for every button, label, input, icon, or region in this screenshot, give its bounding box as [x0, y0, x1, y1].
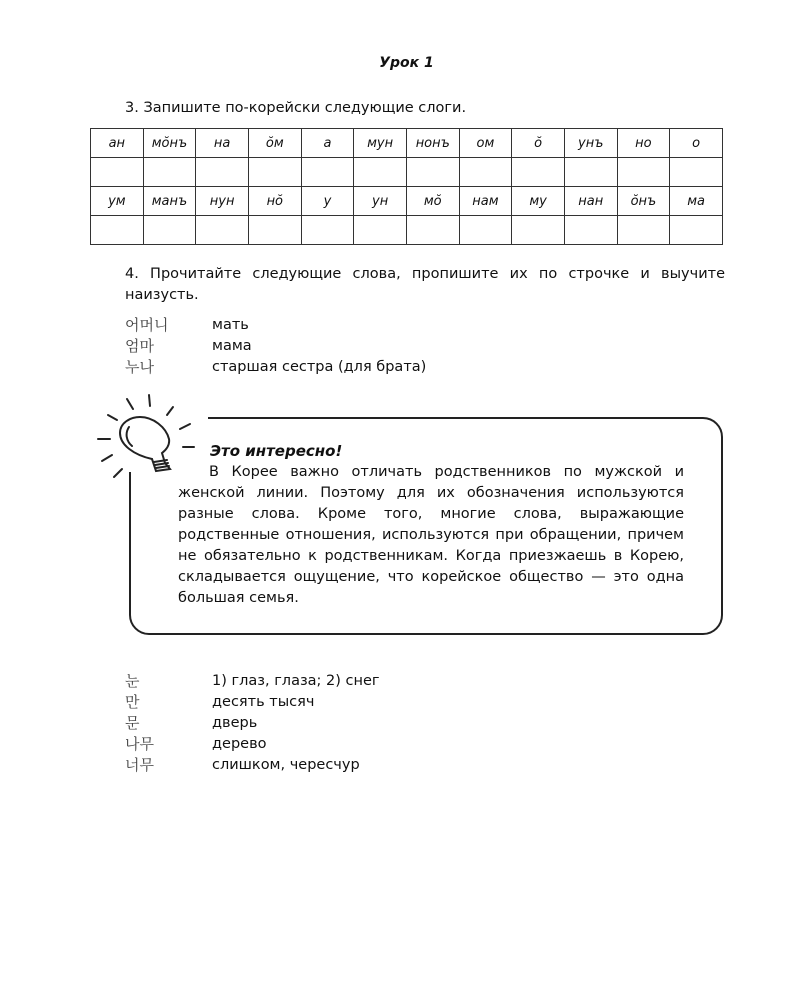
answer-cell: [196, 216, 249, 245]
answer-cell: [512, 158, 565, 187]
syllable-cell: мŏнъ: [143, 129, 196, 158]
syllable-cell: нам: [459, 187, 512, 216]
korean-word: 나무: [125, 735, 154, 753]
answer-cell: [670, 216, 723, 245]
answer-cell: [406, 158, 459, 187]
task4-instruction: 4. Прочитайте следующие слова, пропишите их по строчке и выучите наизусть.: [125, 266, 725, 303]
answer-cell: [512, 216, 565, 245]
answer-cell: [564, 158, 617, 187]
syllable-cell: мŏ: [406, 187, 459, 216]
info-box-body: В Корее важно отличать родственников по мужской и женской линии. Поэтому для их обозначения используются разные слова. Кроме того, многие слова, выражающие родственные отношения, используются при обращении, причем не обязательно к родственникам. Когда приезжаешь в Корею, складывается ощущение, что корейское общество — это одна большая семья.: [178, 464, 684, 606]
syllable-cell: нун: [196, 187, 249, 216]
russian-translation: мать: [212, 316, 249, 333]
syllable-cell: на: [196, 129, 249, 158]
answer-cell: [354, 216, 407, 245]
table-row-blank: [91, 216, 723, 245]
answer-cell: [617, 158, 670, 187]
syllable-cell: ан: [91, 129, 144, 158]
answer-cell: [301, 216, 354, 245]
table-row-blank: [91, 158, 723, 187]
russian-translation: слишком, чересчур: [212, 756, 360, 773]
answer-cell: [617, 216, 670, 245]
vocabulary-list-words: [125, 670, 625, 775]
syllable-cell: у: [301, 187, 354, 216]
syllable-cell: о: [670, 129, 723, 158]
syllable-cell: ом: [459, 129, 512, 158]
russian-translation: дверь: [212, 714, 258, 731]
syllable-cell: ŏм: [248, 129, 301, 158]
answer-cell: [459, 158, 512, 187]
korean-word: 문: [125, 714, 140, 732]
syllable-cell: ун: [354, 187, 407, 216]
syllable-cell: а: [301, 129, 354, 158]
syllable-cell: мун: [354, 129, 407, 158]
answer-cell: [670, 158, 723, 187]
vocabulary-list-family: [125, 314, 625, 377]
syllable-cell: ум: [91, 187, 144, 216]
syllable-cell: ма: [670, 187, 723, 216]
answer-cell: [143, 158, 196, 187]
korean-word: 어머니: [125, 316, 169, 334]
answer-cell: [143, 216, 196, 245]
answer-cell: [301, 158, 354, 187]
answer-cell: [248, 216, 301, 245]
syllable-cell: нан: [564, 187, 617, 216]
vocab-row: [125, 754, 625, 775]
syllable-cell: унъ: [564, 129, 617, 158]
korean-word: 눈: [125, 672, 140, 690]
russian-translation: мама: [212, 337, 252, 354]
answer-cell: [248, 158, 301, 187]
vocab-row: [125, 733, 625, 754]
syllable-table: [90, 128, 723, 245]
answer-cell: [406, 216, 459, 245]
answer-cell: [196, 158, 249, 187]
vocab-row: [125, 691, 625, 712]
syllable-cell: манъ: [143, 187, 196, 216]
vocab-row: [125, 712, 625, 733]
vocab-row: [125, 314, 625, 335]
syllable-cell: нŏ: [248, 187, 301, 216]
syllable-cell: но: [617, 129, 670, 158]
answer-cell: [91, 158, 144, 187]
russian-translation: дерево: [212, 735, 267, 752]
vocab-row: [125, 670, 625, 691]
task3-instruction: 3. Запишите по-корейски следующие слоги.: [125, 100, 467, 116]
syllable-cell: ŏ: [512, 129, 565, 158]
korean-word: 너무: [125, 756, 154, 774]
vocab-row: [125, 335, 625, 356]
answer-cell: [91, 216, 144, 245]
syllable-cell: му: [512, 187, 565, 216]
vocab-row: [125, 356, 625, 377]
russian-translation: старшая сестра (для брата): [212, 358, 427, 375]
lesson-title: Урок 1: [379, 55, 434, 71]
russian-translation: десять тысяч: [212, 693, 315, 710]
table-row: [91, 129, 723, 158]
info-box-heading: Это интересно!: [210, 442, 343, 460]
answer-cell: [564, 216, 617, 245]
answer-cell: [354, 158, 407, 187]
syllable-cell: нонъ: [406, 129, 459, 158]
table-row: [91, 187, 723, 216]
korean-word: 누나: [125, 358, 154, 376]
syllable-cell: ŏнъ: [617, 187, 670, 216]
russian-translation: 1) глаз, глаза; 2) снег: [212, 672, 380, 689]
korean-word: 만: [125, 693, 140, 711]
answer-cell: [459, 216, 512, 245]
korean-word: 엄마: [125, 337, 154, 355]
